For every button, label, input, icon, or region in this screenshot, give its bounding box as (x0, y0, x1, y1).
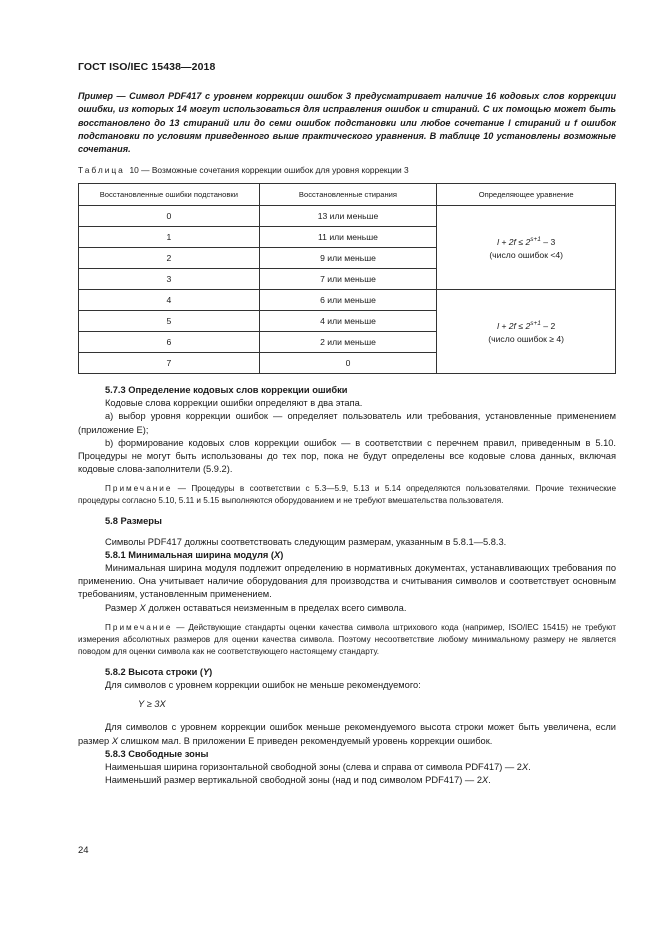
section-heading-5-8: 5.8 Размеры (105, 516, 162, 527)
table-cell-erasures: 11 или меньше (259, 227, 437, 248)
section-heading-5-8-2: 5.8.2 Высота строки (Y) (105, 666, 213, 677)
equation-1: $l + 2f \le 2^{s+1} - 3$ (497, 236, 556, 247)
table-cell-substitution: 0 (79, 206, 260, 227)
table-header-cell: Определяющее уравнение (437, 184, 616, 206)
table-row (79, 206, 616, 227)
table-cell-substitution: 4 (79, 290, 260, 311)
paragraph: Размер X должен оставаться неизменным в пределах всего символа. (105, 602, 407, 613)
note-label: Примечание (105, 622, 173, 632)
table-cell-substitution: 3 (79, 269, 260, 290)
note-text: — Процедуры в соответствии с 5.3—5.9, 5.13 и 5.14 определяются пользователями. Прочие технические процедуры согласно 5.10, 5.11 и 5.15 выполняются оборудованием и не требуют вмешательства пользователя. (78, 484, 616, 506)
document-body (78, 384, 616, 787)
paragraph: Минимальная ширина модуля подлежит определению в нормативных документах, устанавливающих требования по применению. Она учитывает наличие оборудования для производства и считывания символов и соответствует основным требованиям, установленным применением. (78, 563, 616, 600)
paragraph: Кодовые слова коррекции ошибки определяют в два этапа. (105, 398, 363, 409)
table-cell-erasures: 13 или меньше (259, 206, 437, 227)
table-caption-text: 10 — Возможные сочетания коррекции ошибок для уровня коррекции 3 (129, 165, 409, 175)
paragraph: Символы PDF417 должны соответствовать следующим размерам, указанным в 5.8.1—5.8.3. (105, 536, 507, 547)
table-header-cell: Восстановленные стирания (259, 184, 437, 206)
paragraph: Для символов с уровнем коррекции ошибок не меньше рекомендуемого: (105, 680, 421, 691)
table-header-row (79, 184, 616, 206)
formula: Y ≥ 3X (138, 699, 166, 710)
table-cell-substitution: 5 (79, 311, 260, 332)
note (78, 483, 616, 507)
paragraph: Наименьший размер вертикальной свободной зоны (над и под символом PDF417) — 2X. (105, 775, 491, 786)
note (78, 622, 616, 658)
paragraph: Для символов с уровнем коррекции ошибок меньше рекомендуемого высота строки может быть увеличена, если размер X слишком мал. В приложении Е приведен рекомендуемый уровень коррекции ошибок. (78, 722, 616, 746)
list-item-b: b) формирование кодовых слов коррекции ошибок — в соответствии с перечнем правил, приведенным в 5.10. Процедуры не могут быть использованы до тех пор, пока не будут определены все кодовые слова данных, включая кодовые слова-заполнители (5.9.2). (78, 437, 616, 475)
section-heading-5-8-1: 5.8.1 Минимальная ширина модуля (X) (105, 549, 284, 560)
table-cell-erasures: 2 или меньше (259, 332, 437, 353)
document-header: ГОСТ ISO/IEC 15438—2018 (78, 61, 216, 73)
table-cell-substitution: 6 (79, 332, 260, 353)
error-correction-table (78, 183, 616, 374)
section-heading-5-8-3: 5.8.3 Свободные зоны (105, 748, 209, 759)
table-cell-erasures: 0 (259, 353, 437, 374)
example-text: — Символ PDF417 с уровнем коррекции ошибок 3 предусматривает наличие 16 кодовых слов коррекции ошибки, из которых 14 могут использоваться для исправления ошибок и стираний. С их помощью может быть восстановлено до 13 стираний или до семи ошибок подстановки или любое сочетание l стираний и f ошибок подстановки по условиям приведенного выше практического уравнения. В таблице 10 установлены возможные сочетания. (78, 91, 616, 155)
table-cell-substitution: 2 (79, 248, 260, 269)
table-row (79, 290, 616, 311)
table-cell-erasures: 6 или меньше (259, 290, 437, 311)
table-cell-erasures: 7 или меньше (259, 269, 437, 290)
equation-2: $l + 2f \le 2^{s+1} - 2$ (497, 320, 556, 331)
note-label: Примечание (105, 484, 173, 494)
note-text: — Действующие стандарты оценки качества символа штрихового кода (например, ISO/IEC 15415) не требуют измерения абсолютных размеров для оценки качества символа. Поэтому несоответствие любому минимальному размеру не является поводом для оценки символа как не соответствующего настоящему стандарту. (78, 622, 616, 656)
equation-2-condition: (число ошибок ≥ 4) (488, 333, 565, 344)
table-cell-substitution: 7 (79, 353, 260, 374)
page-number: 24 (78, 845, 89, 856)
table-cell-equation (437, 206, 616, 290)
example-paragraph (78, 90, 616, 156)
table-cell-substitution: 1 (79, 227, 260, 248)
section-heading-5-7-3: 5.7.3 Определение кодовых слов коррекции ошибки (105, 385, 348, 395)
example-lead: Пример (78, 91, 113, 101)
table-header-cell: Восстановленные ошибки подстановки (79, 184, 260, 206)
table-caption (78, 165, 409, 175)
table-cell-erasures: 4 или меньше (259, 311, 437, 332)
paragraph: Наименьшая ширина горизонтальной свободной зоны (слева и справа от символа PDF417) — 2X. (105, 762, 531, 773)
equation-1-condition: (число ошибок <4) (489, 249, 564, 260)
table-cell-equation (437, 290, 616, 374)
list-item-a: а) выбор уровня коррекции ошибок — определяет пользователь или требования, установленные применением (приложение Е); (78, 411, 616, 435)
table-cell-erasures: 9 или меньше (259, 248, 437, 269)
table-caption-word: Таблица (78, 165, 125, 175)
